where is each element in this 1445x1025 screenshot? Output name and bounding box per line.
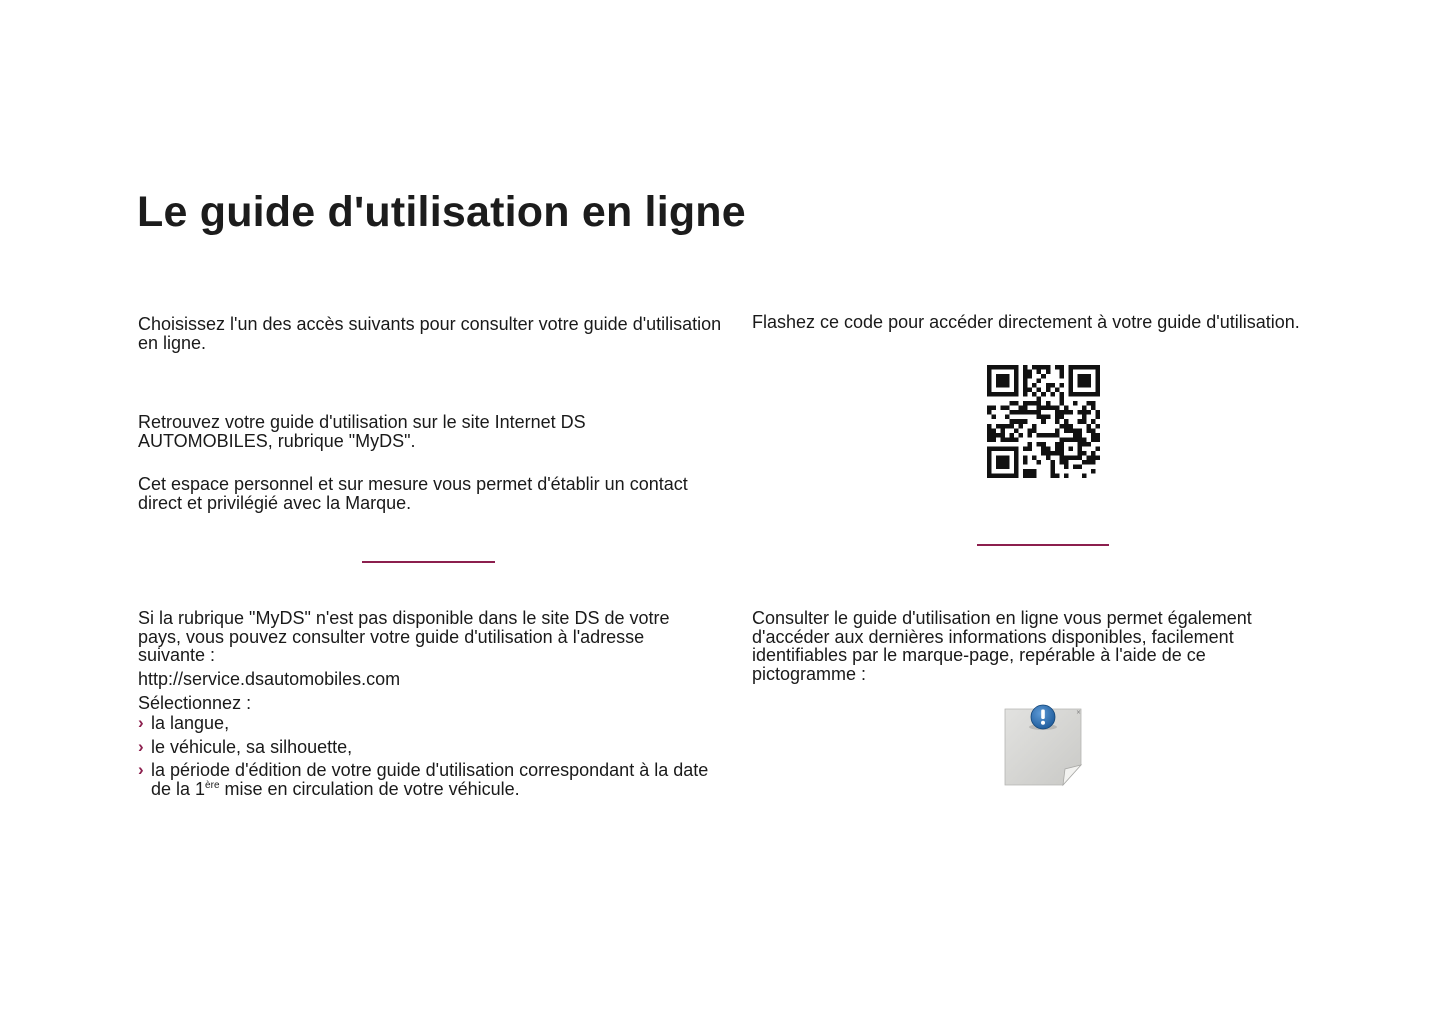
list-item [138,738,718,757]
intro-text: Choisissez l'un des accès suivants pour consulter votre guide d'utilisation en ligne. [138,314,722,353]
right-divider [977,544,1109,546]
fallback-text: Si la rubrique "MyDS" n'est pas disponible dans le site DS de votre pays, vous pouvez consulter votre guide d'utilisation à l'adresse suivante : [138,608,670,665]
list-item [138,761,718,798]
personal-space-text: Cet espace personnel et sur mesure vous permet d'établir un contact direct et privilégié avec la Marque. [138,474,688,513]
qr-instruction-text: Flashez ce code pour accéder directement à votre guide d'utilisation. [752,312,1300,332]
selection-list [138,714,718,803]
qr-code-icon[interactable] [987,365,1100,478]
bookmark-text: Consulter le guide d'utilisation en ligne vous permet également d'accéder aux dernières informations disponibles, facilement identifiables par le marque-page, repérable à l'aide de ce pictogramme : [752,608,1252,684]
list-item [138,714,718,733]
chevron-right-icon: › [138,736,144,756]
bullet-period: la période d'édition de votre guide d'utilisation correspondant à la date de la 1ère mise en circulation de votre véhicule. [151,760,709,799]
left-divider [362,561,495,563]
chevron-right-icon: › [138,760,144,779]
bullet-language: la langue, [151,713,230,733]
svg-text:×: × [1076,709,1082,716]
select-label: Sélectionnez : [138,693,252,713]
chevron-right-icon: › [138,713,144,732]
bookmark-note-icon [1003,703,1085,787]
website-text: Retrouvez votre guide d'utilisation sur le site Internet DS AUTOMOBILES, rubrique "MyDS". [138,412,586,451]
bullet-vehicle: le véhicule, sa silhouette, [151,736,353,757]
page-title: Le guide d'utilisation en ligne [137,188,746,236]
service-url[interactable]: http://service.dsautomobiles.com [138,669,401,689]
